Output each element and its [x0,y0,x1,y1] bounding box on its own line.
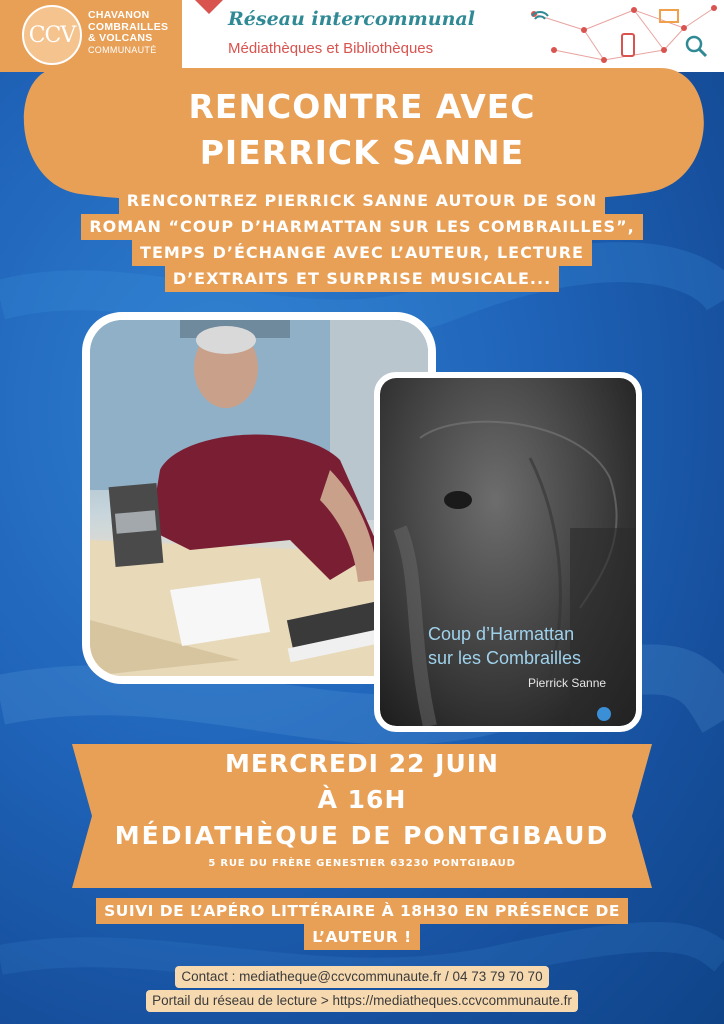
intro-line: RENCONTREZ PIERRICK SANNE AUTOUR DE SON [119,188,605,214]
search-icon [687,37,701,51]
book-cover [374,372,642,732]
intro-line: D’EXTRAITS ET SURPRISE MUSICALE... [165,266,559,292]
phone-icon [622,34,634,56]
network-subtitle: Médiathèques et Bibliothèques [228,40,434,57]
intro-text [0,188,724,292]
event-place: MÉDIATHÈQUE DE PONTGIBAUD [114,821,610,850]
event-date: MERCREDI 22 JUIN [225,749,499,778]
event-time: À 16H [317,785,407,814]
ccv-logo-mark: CCV [22,5,82,65]
event-info [0,746,724,874]
publisher-logo [597,707,611,721]
intro-line: ROMAN “COUP D’HARMATTAN SUR LES COMBRAILLES”, [81,214,642,240]
book-title: Coup d’Harmattan sur les Combrailles [428,624,582,668]
book-author: Pierrick Sanne [528,676,607,690]
apero-line: SUIVI DE L’APÉRO LITTÉRAIRE À 18H30 EN PRÉSENCE DE [96,898,628,924]
portal-link[interactable]: Portail du réseau de lecture > https://mediatheques.ccvcommunaute.fr [146,990,578,1012]
red-tab-decoration [195,0,223,14]
event-address: 5 RUE DU FRÈRE GENESTIER 63230 PONTGIBAUD [208,858,516,869]
intro-line: TEMPS D’ÉCHANGE AVEC L’AUTEUR, LECTURE [132,240,592,266]
contact-email-phone[interactable]: Contact : mediatheque@ccvcommunaute.fr / 04 73 79 70 70 [175,966,548,988]
apero-info [0,898,724,950]
network-title: Réseau intercommunal [228,8,475,30]
page-title: RENCONTRE AVEC PIERRICK SANNE [188,87,536,172]
apero-line: L’AUTEUR ! [304,924,419,950]
ccv-logo-text: CHAVANON COMBRAILLES & VOLCANS COMMUNAUTÉ [88,9,169,55]
contact-info [0,966,724,1012]
elephant-illustration [380,378,636,726]
